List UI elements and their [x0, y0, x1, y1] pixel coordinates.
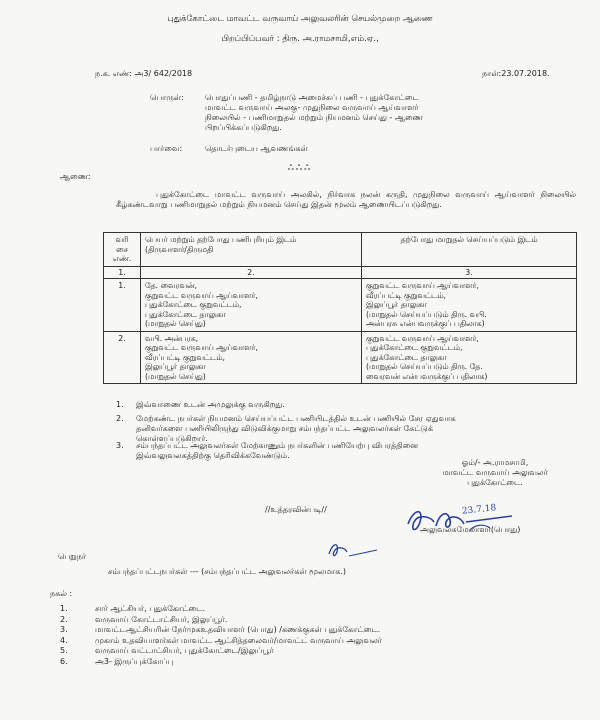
- copy-list: [60, 604, 382, 668]
- cell-line: (மாறுதல் செய்யப்படும் திரு. தே.: [366, 362, 483, 371]
- handwritten-date: 23.7.18: [461, 503, 497, 517]
- column-index: 2.: [141, 266, 362, 279]
- subject-line: மாவட்ட வருவாய் அலகு- முதுநிலை வருவாய் ஆய்வாளர்: [205, 103, 419, 112]
- cell-line: (மாறுதல் செய்து): [145, 319, 206, 328]
- copy-text: வருவாய் கோட்டாட்சியர், இலுப்பூர்.: [95, 614, 228, 624]
- note-line: மேற்கண்ட நபர்கள் நியமனம் செய்யப்பட்ட பணியிடத்தில் உடன் பணியில் சேர ஏதுவாக: [136, 414, 456, 423]
- serial-header: [104, 233, 141, 267]
- table-header-row: [104, 233, 577, 267]
- cell-line: தே. வைரவன்,: [145, 281, 197, 290]
- signatory-block: [415, 458, 575, 488]
- reference-text: தொடர்புடைய ஆவணங்கள்: [205, 144, 308, 153]
- cell-line: குறுவட்ட வருவாய் ஆய்வாளர்,: [145, 343, 258, 352]
- cell-line: குறுவட்ட வருவாய் ஆய்வாளர்,: [366, 281, 479, 290]
- handwritten-initial: [325, 538, 385, 562]
- header-text: வரி: [115, 235, 129, 244]
- cell-line: வீரப்பட்டி குறுவட்டம்,: [366, 290, 447, 300]
- header-text: எண்.: [112, 254, 132, 263]
- cell-line: புதுக்கோட்டை தாலுகா: [366, 352, 447, 362]
- copy-number: 5.: [60, 646, 68, 656]
- copy-text: சார் ஆட்சியர், புதுக்கோட்டை.: [95, 604, 206, 613]
- cell-line: (மாறுதல் செய்யப்படும் திரு. வபி.: [366, 309, 487, 319]
- note-item: [116, 414, 576, 444]
- cell-line: குறுவட்ட வருவாய் ஆய்வாளர்,: [145, 290, 258, 300]
- note-line: சம்பந்தப்பட்ட அலுவலர்கள் மேற்காணும் நபர்களின் பணியேற்பு விபரத்தினை: [136, 441, 419, 450]
- from-cell: [141, 331, 362, 384]
- subject-label: பொருள்:: [150, 93, 184, 102]
- table-row: [104, 279, 577, 332]
- list-item: [60, 657, 382, 668]
- list-item: [60, 636, 382, 647]
- list-item: [60, 615, 382, 626]
- copy-text: மாவட்டஆட்சியரின் நேர்முகஉதவியாளர் (பொது) /கணக்குகள் புதுக்கோட்டை.: [95, 625, 381, 635]
- attested-line: //உத்தரவின்படி//: [265, 505, 327, 514]
- designation-line: அலுவலகமேலாளர்(பொது): [420, 525, 521, 534]
- cell-line: இலுப்பூர் தாலுகா: [145, 362, 206, 371]
- copy-label: நகல் :: [50, 589, 73, 598]
- cell-line: வபி. அன்பரசு,: [145, 333, 199, 343]
- signatory-place: புதுக்கோட்டை.: [467, 478, 523, 487]
- signatory-name: ஓம்/- அ.ராமசாமி,: [461, 458, 529, 467]
- note-line: கொள்ளப்படுகிறார்.: [136, 434, 208, 443]
- order-date: நாள்:23.07.2018.: [482, 69, 550, 78]
- copy-number: 6.: [60, 656, 68, 666]
- table-row: [104, 331, 577, 384]
- new-post-header: தற்போது மாறுதல் செய்யப்படும் இடம்: [362, 233, 577, 267]
- recipient-label: பெறுநர்: [58, 552, 87, 561]
- to-cell: [362, 279, 577, 332]
- cell-line: அன்பரசு என்பவருக்குப் பதிலாக): [366, 319, 485, 328]
- order-paragraph: புதுக்கோட்டை மாவட்ட வருவாய் அலகில், நிர்வாக நலன் கருதி, முதுநிலை வருவாய் ஆய்வாளர் நிலையில் கீழ்கண்டவாறு பணிமாறுதல் மற்றும் நியமனம் செய்து இதன் மூலம் ஆணையிடப்படுகிறது.: [116, 190, 576, 209]
- issuer-line: பிறப்பிப்பவர் : திரு. அ.ராமசாமி,எம்.ஏ.,: [221, 34, 379, 44]
- copy-text: அ3- இருப்புக்கோப்பு: [95, 656, 174, 666]
- note-line: இவ்வலுவலகத்திற்கு தெரிவிக்கவேண்டும்.: [136, 451, 290, 460]
- list-item: [60, 625, 382, 636]
- current-post-header: [141, 233, 362, 267]
- signatory-title: மாவட்ட வருவாய் அலுவலர்: [442, 468, 548, 477]
- serial-cell: 1.: [104, 279, 141, 332]
- serial-cell: 2.: [104, 331, 141, 384]
- column-index: 3.: [362, 266, 577, 279]
- note-line: இவ்வாணை உடன் அமுலுக்கு வருகிறது.: [136, 400, 285, 409]
- copy-number: 3.: [60, 625, 68, 635]
- from-cell: [141, 279, 362, 332]
- header-text: பெயர் மற்றும் தற்போது பணிபுரியும் இடம்: [145, 235, 297, 244]
- document-title: புதுக்கோட்டை மாவட்ட வருவாய் அலுவலரின் செயல்முறை ஆணை: [167, 14, 433, 24]
- column-index: 1.: [104, 266, 141, 279]
- subject-text: [205, 93, 575, 133]
- note-item: [116, 400, 576, 410]
- reference-number: ந.க. எண்: அ3/ 642/2018: [95, 69, 193, 78]
- subject-line: நிலையில் - பணிமாறுதல் மற்றும் நியமனம் செய்து - ஆணை: [205, 113, 423, 122]
- cell-line: இலுப்பூர் தாலுகா: [366, 300, 427, 309]
- cell-line: (மாறுதல் செய்து): [145, 371, 206, 381]
- column-index-row: [104, 266, 577, 279]
- ornament-separator: ஃஃஃ: [287, 163, 313, 172]
- copy-number: 1.: [60, 604, 68, 613]
- cell-line: புதுக்கோட்டை தாலுகா: [145, 309, 226, 319]
- subject-line: பிறப்பிக்கப்படுகிறது.: [205, 123, 282, 132]
- note-number: 1.: [116, 400, 124, 409]
- note-number: 2.: [116, 414, 124, 423]
- cell-line: புதுக்கோட்டை குறுவட்டம்,: [366, 343, 463, 352]
- recipient-text: சம்பந்தப்பட்டநபர்கள் --- (சம்பந்தப்பட்ட அலுவலர்கள் மூலமாக.): [108, 567, 347, 576]
- list-item: [60, 646, 382, 657]
- reference-label: பார்வை:: [150, 144, 183, 153]
- transfer-table: [103, 232, 577, 384]
- cell-line: வைரவன் என்பவருக்குப் பதிலாக): [366, 371, 488, 381]
- note-line: தனிவர்களை பணியிலிருந்து விடுவிக்குமாறு சம்பந்தப்பட்ட அலுவலர்கள் கேட்டுக்: [136, 424, 433, 433]
- subject-line: பொதுப்பணி - தமிழ்நாடு அமைச்சுப் பணி - புதுக்கோட்டை: [205, 93, 419, 102]
- header-text: (திருவாளர்/திருமதி: [145, 244, 214, 254]
- list-item: [60, 604, 382, 615]
- copy-text: முகாம் உதவியாளர்கள் மாவட்ட ஆட்சித்தலைவர்/மாவட்ட வருவாய் அலுவலர்: [95, 635, 382, 645]
- order-label: ஆணை:: [60, 172, 91, 181]
- note-number: 3.: [116, 441, 124, 450]
- copy-number: 4.: [60, 635, 68, 645]
- header-text: சை: [116, 244, 128, 254]
- cell-line: வீரப்பட்டி குறுவட்டம்,: [145, 352, 226, 362]
- to-cell: [362, 331, 577, 384]
- copy-number: 2.: [60, 614, 68, 624]
- cell-line: புதுக்கோட்டை குறுவட்டம்,: [145, 300, 242, 309]
- copy-text: வருவாய் வட்டாட்சியர், புதுக்கோட்டை/இலுப்பூர்: [95, 646, 274, 656]
- cell-line: குறுவட்ட வருவாய் ஆய்வாளர்,: [366, 333, 479, 343]
